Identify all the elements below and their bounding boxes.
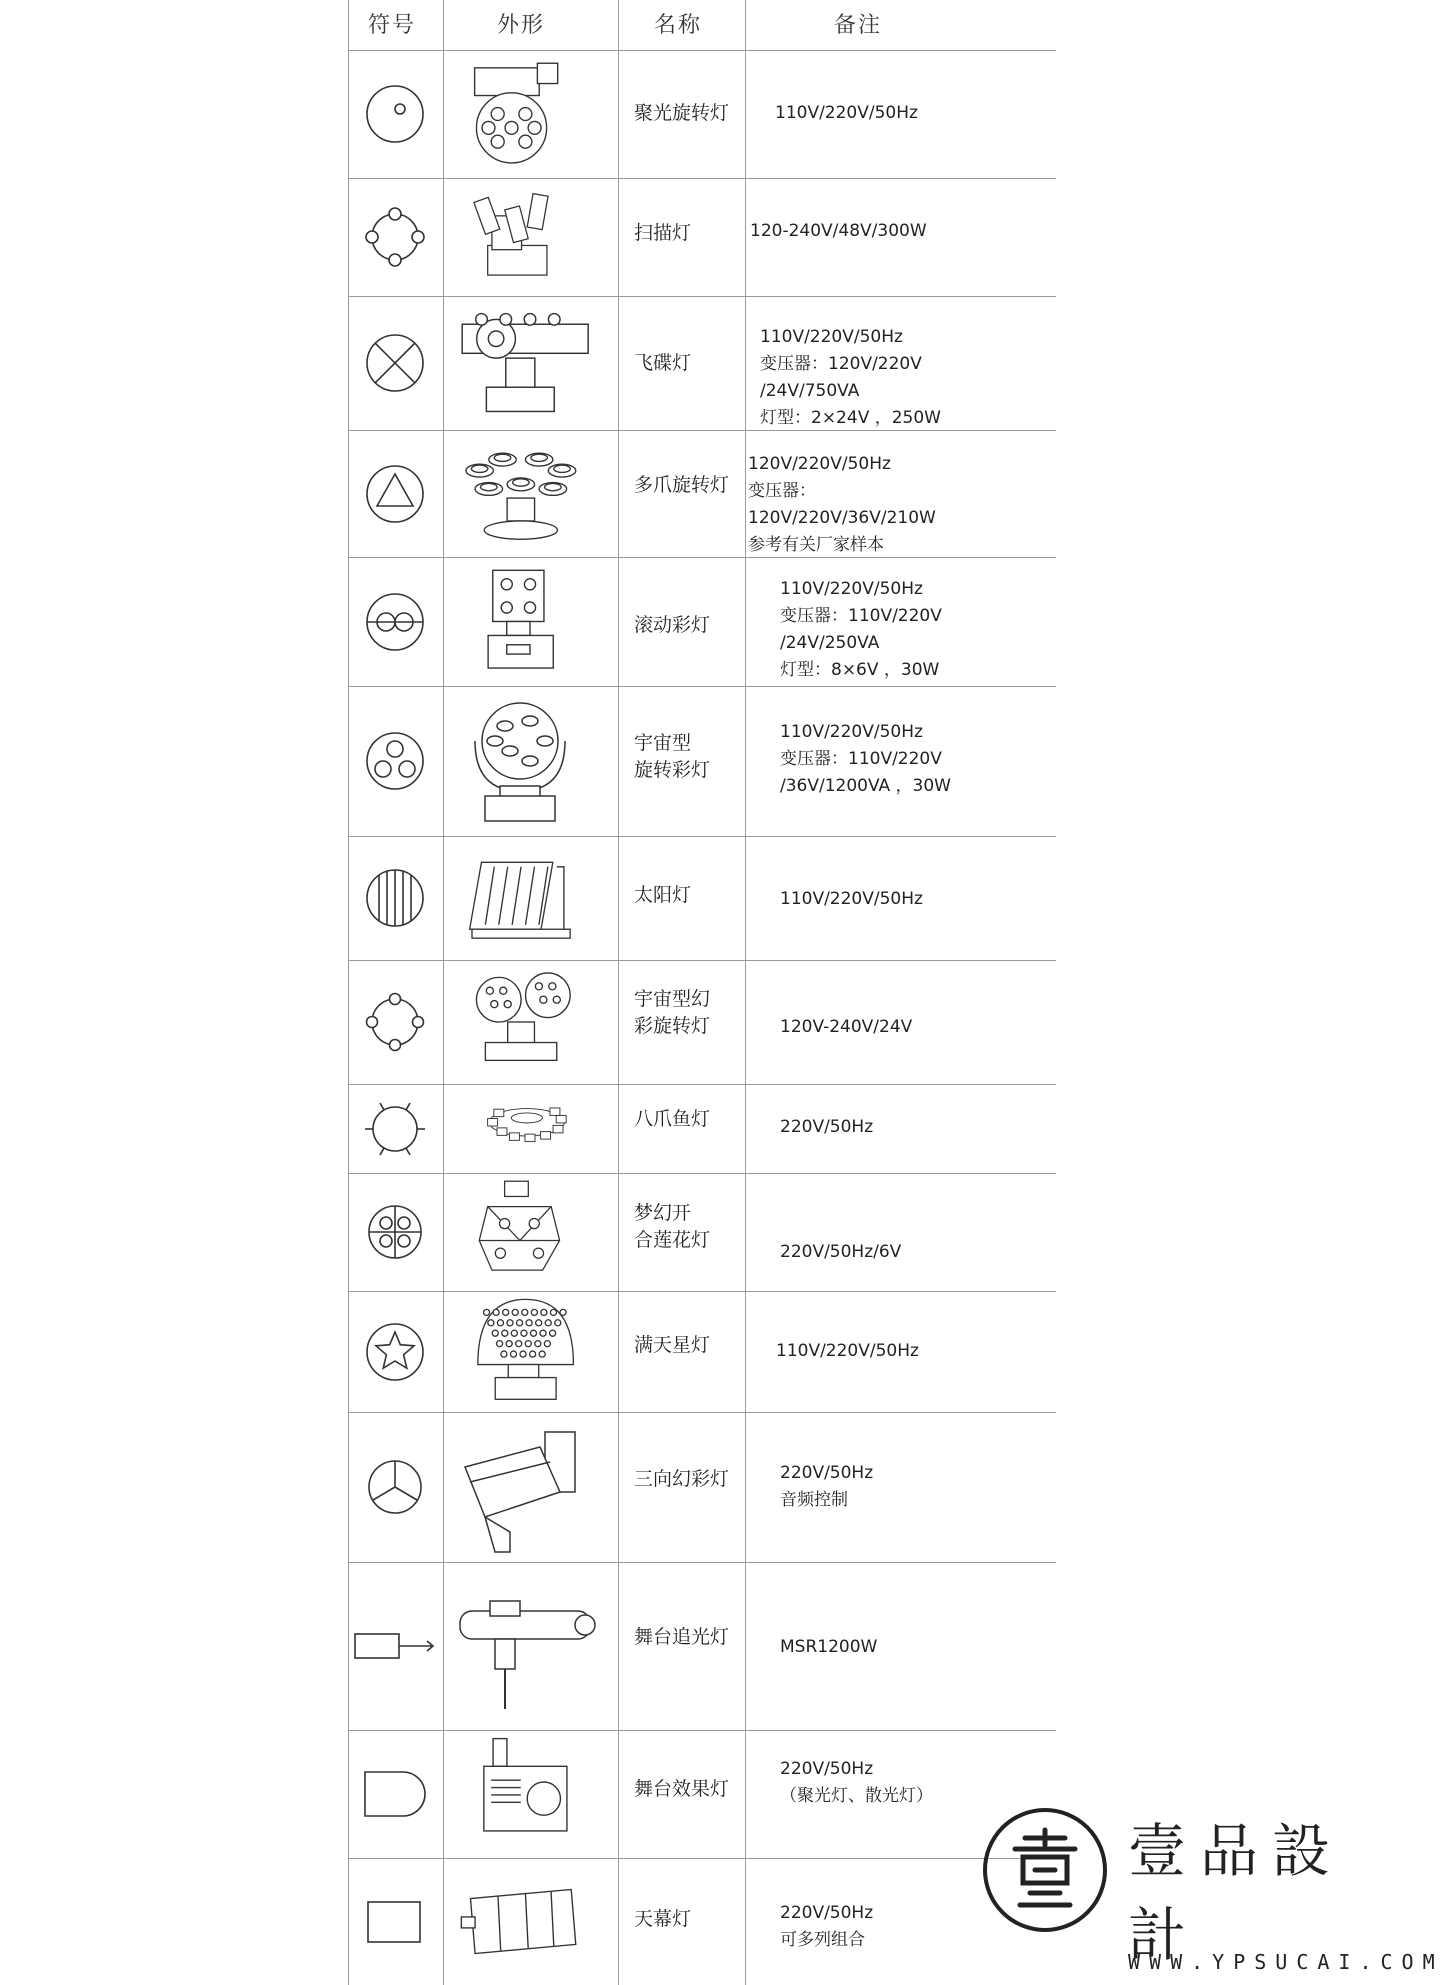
row-divider [348, 1291, 1056, 1292]
remark-line: 110V/220V/50Hz [780, 579, 923, 599]
remark-line: 灯型：8×6V ，30W [780, 660, 940, 680]
lamp-name [634, 350, 691, 377]
circle-y-icon [352, 1447, 438, 1531]
row-divider [348, 836, 1056, 837]
lamp-name [634, 220, 691, 247]
lamp-name-line: 飞碟灯 [634, 352, 692, 374]
remark-line: 110V/220V/50Hz [780, 722, 923, 742]
remark-line: 变压器：110V/220V [780, 606, 942, 626]
cyclorama-lamp-drawing [450, 1862, 610, 1985]
circle-small-circle-icon [352, 74, 438, 158]
remark-line: 120V/220V/50Hz [748, 454, 891, 474]
remark-line: 变压器：120V/220V [760, 354, 922, 374]
lamp-remarks [776, 1338, 919, 1365]
brand-logo-icon [980, 1805, 1110, 1935]
lamp-remarks [780, 886, 923, 913]
lamp-remarks [780, 1756, 933, 1810]
remark-line: 可多列组合 [780, 1930, 865, 1950]
remark-line: 110V/220V/50Hz [760, 327, 903, 347]
remark-line: 参考有关厂家样本 [748, 535, 884, 555]
lamp-name-line: 梦幻开 [634, 1202, 692, 1224]
lamp-name-line: 舞台效果灯 [634, 1778, 730, 1800]
row-divider [348, 178, 1056, 179]
circle-quad-circles-icon [352, 1192, 438, 1276]
row-divider [348, 1562, 1056, 1563]
lamp-name [634, 472, 729, 499]
rolling-color-lamp-drawing [450, 561, 610, 686]
remark-line: 音频控制 [780, 1490, 848, 1510]
row-divider [348, 50, 1056, 51]
lamp-remarks [780, 719, 951, 800]
lamp-name [634, 1200, 710, 1254]
remark-line: 110V/220V/50Hz [776, 1341, 919, 1361]
brand-name: 壹品設計 [1128, 1817, 1345, 1969]
table-divider [443, 0, 444, 1985]
header-name: 名称 [654, 13, 703, 38]
circle-three-circles-icon [352, 721, 438, 805]
lamp-remarks [780, 1900, 873, 1954]
lamp-name [634, 1776, 729, 1803]
sun-lamp-drawing [450, 840, 610, 960]
universe-rotating-lamp-drawing [450, 696, 610, 830]
lamp-name-line: 合莲花灯 [634, 1229, 711, 1251]
row-divider [348, 1730, 1056, 1731]
remark-line: 220V/50Hz [780, 1463, 874, 1483]
lamp-name-line: 宇宙型幻 [634, 988, 711, 1010]
circle-x-icon [352, 323, 438, 407]
octopus-lamp-drawing [450, 1088, 610, 1173]
row-divider [348, 1173, 1056, 1174]
lamp-name [634, 1624, 729, 1651]
lamp-remarks [780, 1014, 912, 1041]
rectangle-icon [352, 1882, 438, 1966]
starry-sky-lamp-drawing [450, 1295, 610, 1412]
lamp-name [634, 1466, 729, 1493]
remark-line: 灯型：2×24V ，250W [760, 408, 941, 428]
table-divider [348, 0, 349, 1985]
stage-effect-lamp-drawing [450, 1734, 610, 1858]
circle-triangle-icon [352, 454, 438, 538]
lamp-name [634, 986, 710, 1040]
universe-magic-lamp-drawing [450, 964, 610, 1084]
follow-spot-lamp-drawing [450, 1581, 610, 1715]
remark-line: 120-240V/48V/300W [750, 221, 927, 241]
remark-line: 220V/50Hz [780, 1759, 874, 1779]
lamp-remarks [780, 1114, 873, 1141]
lamp-remarks [780, 1460, 873, 1514]
scanner-lamp-drawing [450, 182, 610, 296]
row-divider [348, 296, 1056, 297]
lamp-remarks [750, 218, 927, 245]
lamp-name-line: 旋转彩灯 [634, 759, 711, 781]
circle-vertical-lines-icon [352, 858, 438, 942]
lamp-name-line: 扫描灯 [634, 222, 692, 244]
lotus-lamp-drawing [450, 1177, 610, 1291]
row-divider [348, 430, 1056, 431]
lamp-name-line: 三向幻彩灯 [634, 1468, 730, 1490]
table-divider [745, 0, 746, 1985]
spotlight-rotating-lamp-drawing [450, 54, 610, 178]
lamp-name-line: 彩旋转灯 [634, 1015, 711, 1037]
lamp-name-line: 太阳灯 [634, 884, 692, 906]
lamp-remarks [780, 576, 942, 684]
lamp-name-line: 八爪鱼灯 [634, 1108, 711, 1130]
lamp-name-line: 满天星灯 [634, 1334, 711, 1356]
lamp-name [634, 100, 729, 127]
lamp-name [634, 1332, 710, 1359]
remark-line: 变压器：110V/220V [780, 749, 942, 769]
circle-four-half-dots-icon [352, 982, 438, 1066]
lamp-name [634, 612, 710, 639]
brand-url: WWW.YPSUCAI.COM [1128, 1950, 1444, 1974]
row-divider [348, 1084, 1056, 1085]
lamp-name-line: 宇宙型 [634, 732, 692, 754]
row-divider [348, 960, 1056, 961]
remark-line: MSR1200W [780, 1637, 878, 1657]
lamp-remarks [780, 1239, 901, 1266]
row-divider [348, 1412, 1056, 1413]
header-remarks: 备注 [834, 13, 883, 38]
lamp-name [634, 1106, 710, 1133]
remark-line: 变压器： [748, 481, 816, 501]
rectangle-arrow-icon [352, 1606, 438, 1690]
circle-six-ticks-icon [352, 1089, 438, 1173]
table-divider [618, 0, 619, 1985]
lamp-name [634, 882, 691, 909]
remark-line: 120V-240V/24V [780, 1017, 913, 1037]
lamp-name-line: 舞台追光灯 [634, 1626, 730, 1648]
lamp-name [634, 1906, 691, 1933]
lamp-name-line: 聚光旋转灯 [634, 102, 730, 124]
remark-line: （聚光灯、散光灯） [780, 1786, 933, 1806]
lamp-remarks [775, 100, 918, 127]
lamp-name-line: 滚动彩灯 [634, 614, 711, 636]
remark-line: 110V/220V/50Hz [780, 889, 923, 909]
header-shape: 外形 [497, 13, 546, 38]
row-divider [348, 1858, 1056, 1859]
lamp-remarks [780, 1634, 877, 1661]
remark-line: 110V/220V/50Hz [775, 103, 918, 123]
remark-line: 220V/50Hz [780, 1117, 874, 1137]
remark-line: /24V/250VA [780, 633, 880, 653]
multi-claw-lamp-drawing [450, 434, 610, 557]
circle-star-icon [352, 1312, 438, 1396]
circle-four-dots-icon [352, 197, 438, 281]
lamp-remarks [748, 451, 936, 559]
lamp-name [634, 730, 710, 784]
row-divider [348, 686, 1056, 687]
circle-two-circles-icon [352, 582, 438, 666]
lamp-remarks [760, 324, 941, 432]
d-shape-icon [352, 1754, 438, 1838]
remark-line: /24V/750VA [760, 381, 860, 401]
lamp-name-line: 多爪旋转灯 [634, 474, 730, 496]
three-way-lamp-drawing [450, 1422, 610, 1556]
remark-line: 220V/50Hz [780, 1903, 874, 1923]
remark-line: 220V/50Hz/6V [780, 1242, 902, 1262]
header-symbol: 符号 [368, 13, 417, 38]
remark-line: /36V/1200VA ，30W [780, 776, 951, 796]
remark-line: 120V/220V/36V/210W [748, 508, 936, 528]
row-divider [348, 557, 1056, 558]
ufo-lamp-drawing [450, 300, 610, 430]
lamp-name-line: 天幕灯 [634, 1908, 692, 1930]
